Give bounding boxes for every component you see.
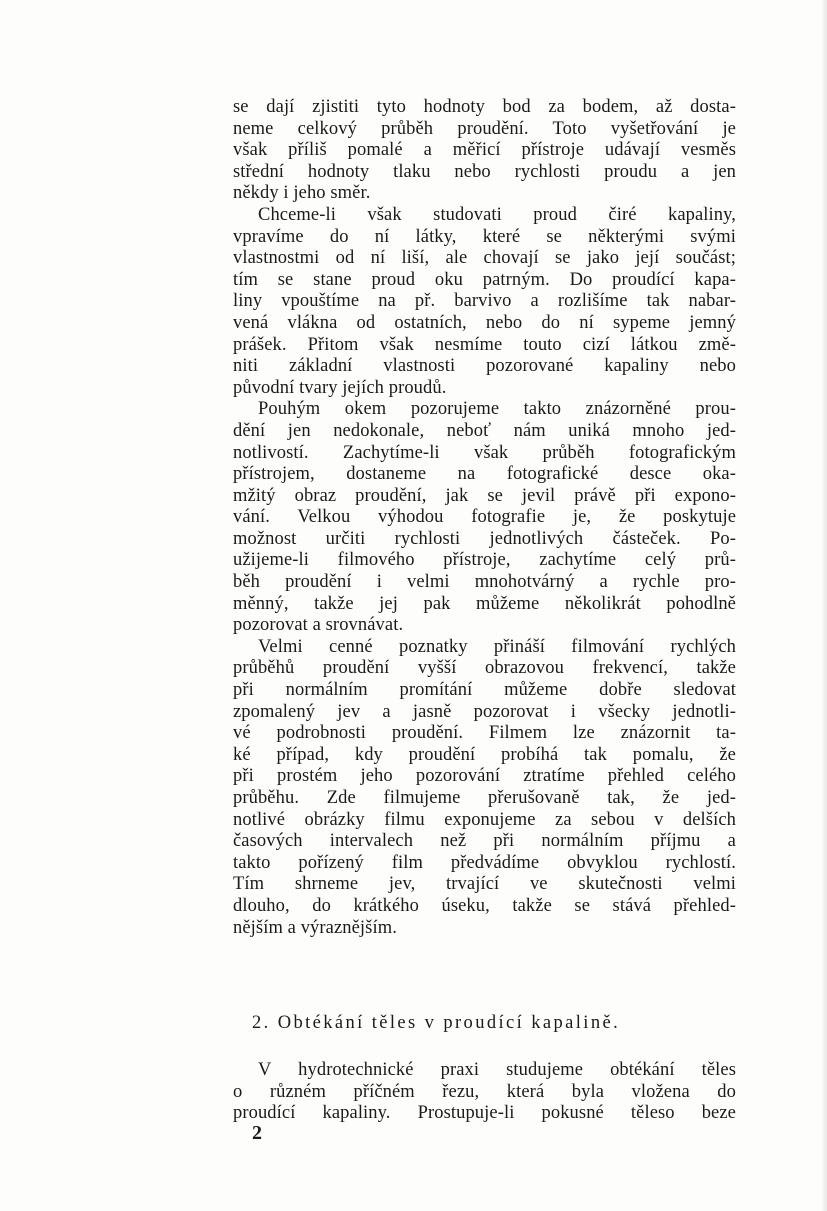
text-line: Chceme-li však studovati proud čiré kapaliny, <box>258 204 736 225</box>
text-line: při normálním promítání můžeme dobře sledovat <box>233 680 736 701</box>
page-edge-shadow <box>821 0 827 1211</box>
text-line: neme celkový průběh proudění. Toto vyšetřování je <box>233 118 736 139</box>
text-line: však příliš pomalé a měřicí přístroje udávají vesměs <box>233 140 736 161</box>
text-line: V hydrotechnické praxi studujeme obtékání těles <box>258 1060 736 1080</box>
page-number: 2 <box>252 1122 262 1144</box>
section-body-text <box>233 1060 736 1125</box>
text-line: tím se stane proud oku patrným. Do proudící kapa- <box>233 269 736 290</box>
text-line: Velmi cenné poznatky přináší filmování rychlých <box>258 636 736 657</box>
paragraph <box>233 97 736 205</box>
text-line: notlivé obrázky filmu exponujeme za sebou v delších <box>233 809 736 830</box>
text-line: dění jen nedokonale, neboť nám uniká mnoho jed- <box>233 420 736 441</box>
text-line: střední hodnoty tlaku nebo rychlosti proudu a jen <box>233 161 736 182</box>
text-line: nějším a výraznějším. <box>233 917 397 938</box>
text-line: se dají zjistiti tyto hodnoty bod za bodem, až dosta- <box>233 97 736 117</box>
text-line: notlivostí. Zachytíme-li však průběh fotografickým <box>233 442 736 463</box>
text-line: průběhu. Zde filmujeme přerušovaně tak, že jed- <box>233 788 736 808</box>
text-line: přístrojem, dostaneme na fotografické desce oka- <box>233 464 736 485</box>
text-line: ké případ, kdy proudění probíhá tak pomalu, že <box>233 744 736 765</box>
text-line: o různém příčném řezu, která byla vložena do <box>233 1081 736 1102</box>
text-line: měnný, takže jej pak můžeme několikrát pohodlně <box>233 593 736 614</box>
text-line: někdy i jeho směr. <box>233 183 371 204</box>
text-line: liny vpouštíme na př. barvivo a rozlišíme tak nabar- <box>233 291 736 312</box>
text-line: proudící kapaliny. Prostupuje-li pokusné těleso beze <box>233 1103 736 1124</box>
text-line: Tím shrneme jev, trvající ve skutečnosti velmi <box>233 874 736 895</box>
text-line: pozorovat a srovnávat. <box>233 615 404 636</box>
text-line: takto pořízený film předvádíme obvyklou rychlostí. <box>233 852 736 873</box>
text-line: původní tvary jejích proudů. <box>233 377 447 398</box>
text-line: vání. Velkou výhodou fotografie je, že poskytuje <box>233 507 736 528</box>
text-line: vpravíme do ní látky, které se některými svými <box>233 226 736 247</box>
text-line: Pouhým okem pozorujeme takto znázorněné prou- <box>258 399 736 420</box>
text-line: průběhů proudění vyšší obrazovou frekvencí, takže <box>233 658 736 679</box>
paragraph <box>233 205 736 399</box>
text-line: při prostém jeho pozorování ztratíme přehled celého <box>233 766 736 787</box>
text-line: možnost určiti rychlosti jednotlivých částeček. Po- <box>233 528 736 549</box>
text-line: prášek. Přitom však nesmíme touto cizí látkou změ- <box>233 334 736 355</box>
text-line: vlastnostmi od ní liší, ale chovají se jako její součást; <box>233 248 736 269</box>
text-line: vé podrobnosti proudění. Filmem lze znázornit ta- <box>233 723 736 744</box>
text-line: mžitý obraz proudění, jak se jevil právě při expono- <box>233 485 736 506</box>
text-line: niti základní vlastnosti pozorované kapaliny nebo <box>233 356 736 377</box>
body-text <box>233 97 736 939</box>
text-line: vená vlákna od ostatních, nebo do ní sypeme jemný <box>233 312 736 333</box>
text-line: zpomalený jev a jasně pozorovat i všecky jednotli- <box>233 701 736 722</box>
text-line: dlouho, do krátkého úseku, takže se stává přehled- <box>233 895 736 916</box>
paragraph <box>233 399 736 637</box>
section-heading: 2. Obtékání těles v proudící kapalině. <box>252 1013 621 1033</box>
text-line: užijeme-li filmového přístroje, zachytíme celý prů- <box>233 550 736 571</box>
text-line: časových intervalech než při normálním příjmu a <box>233 831 736 852</box>
paragraph <box>233 637 736 939</box>
paragraph <box>233 1060 736 1125</box>
text-line: běh proudění i velmi mnohotvárný a rychle pro- <box>233 572 736 593</box>
